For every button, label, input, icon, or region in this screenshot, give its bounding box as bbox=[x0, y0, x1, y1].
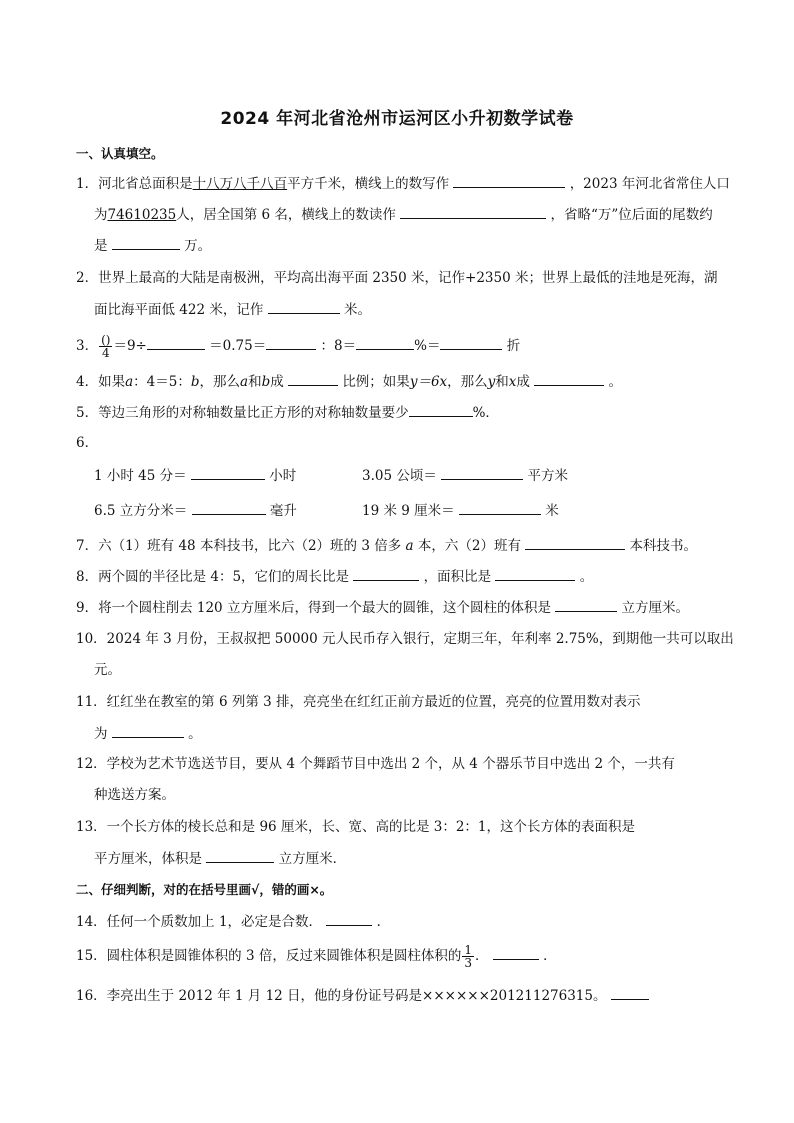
question-2-line-2 bbox=[94, 299, 371, 320]
fraction-numerator: () bbox=[101, 333, 111, 347]
question-13-line-2 bbox=[94, 848, 346, 869]
q1-text: ，2023 年河北省常住人口 bbox=[569, 176, 730, 192]
question-1-line-3 bbox=[94, 235, 211, 256]
question-14 bbox=[76, 911, 390, 932]
q2-text: 面比海平面低 422 米，记作 bbox=[94, 302, 264, 318]
q6-text: 小时 bbox=[269, 468, 297, 484]
q15-text: 15．圆柱体积是圆锥体积的 3 倍，反过来圆锥体积是圆柱体积的 bbox=[76, 948, 462, 964]
variable: b bbox=[190, 374, 200, 390]
q6-text: 3.05 公顷＝ bbox=[362, 468, 437, 484]
q14-text: 14．任何一个质数加上 1，必定是合数． bbox=[76, 914, 323, 930]
answer-blank[interactable] bbox=[534, 371, 604, 386]
question-6-item-2 bbox=[362, 465, 568, 486]
q1-text: 1．河北省总面积是 bbox=[76, 176, 193, 192]
q1-text: 平方千米，横线上的数写作 bbox=[287, 176, 450, 192]
variable: a bbox=[240, 374, 249, 390]
answer-blank[interactable] bbox=[409, 402, 473, 417]
q3-number: 3． bbox=[76, 338, 99, 354]
answer-blank[interactable] bbox=[400, 204, 546, 219]
q15-text: ． bbox=[475, 948, 489, 964]
question-1-line-1 bbox=[76, 173, 730, 194]
q4-text: 。 bbox=[608, 374, 623, 390]
equation: y＝6x bbox=[409, 374, 448, 390]
q7-text: 本科技书。 bbox=[629, 538, 698, 554]
variable: b bbox=[261, 374, 271, 390]
q16-text: 16．李亮出生于 2012 年 1 月 12 日，他的身份证号码是××××××201211276315。 bbox=[76, 988, 607, 1004]
variable: y bbox=[487, 374, 496, 390]
question-2-line-1: 2．世界上最高的大陆是南极洲，平均高出海平面 2350 米，记作+2350 米；世界上最低的洼地是死海，湖 bbox=[76, 270, 718, 286]
question-12-line-2: 种选送方案。 bbox=[94, 787, 175, 803]
question-6-number: 6． bbox=[76, 435, 99, 451]
q4-text: 成 bbox=[516, 374, 530, 390]
question-15 bbox=[76, 944, 557, 969]
q6-text: 平方米 bbox=[527, 468, 568, 484]
q11-text: 为 bbox=[94, 726, 108, 742]
q6-text: 6.5 立方分米＝ bbox=[94, 503, 188, 519]
q7-text: 本，六（2）班有 bbox=[417, 538, 521, 554]
q3-text: ＝0.75＝ bbox=[209, 338, 267, 354]
q11-text: 。 bbox=[188, 726, 202, 742]
q9-text: 立方厘米。 bbox=[621, 600, 690, 616]
q3-text: 折 bbox=[506, 338, 521, 354]
variable: a bbox=[125, 374, 134, 390]
question-4 bbox=[76, 371, 622, 392]
q6-text: 毫升 bbox=[269, 503, 297, 519]
question-3 bbox=[76, 334, 520, 359]
q1-text: 为 bbox=[94, 207, 108, 223]
fraction-denominator: 4 bbox=[101, 346, 110, 360]
answer-blank[interactable] bbox=[268, 299, 340, 314]
q4-text: 4．如果 bbox=[76, 374, 126, 390]
answer-blank[interactable] bbox=[192, 500, 266, 515]
q4-text: 比例；如果 bbox=[342, 374, 410, 390]
q1-text: ，省略“万”位后面的尾数约 bbox=[550, 207, 713, 223]
q4-text: 和 bbox=[248, 374, 262, 390]
answer-blank[interactable] bbox=[459, 500, 541, 515]
q1-underlined-number: 74610235 bbox=[107, 207, 177, 223]
answer-blank[interactable] bbox=[112, 235, 180, 250]
question-9 bbox=[76, 597, 689, 618]
question-6-item-3 bbox=[94, 500, 297, 521]
q9-text: 9．将一个圆柱削去 120 立方厘米后，得到一个最大的圆锥，这个圆柱的体积是 bbox=[76, 600, 551, 616]
answer-blank[interactable] bbox=[441, 465, 523, 480]
q4-text: 和 bbox=[495, 374, 509, 390]
answer-blank[interactable] bbox=[147, 335, 205, 350]
q8-text: ，面积比是 bbox=[423, 569, 492, 585]
answer-blank[interactable] bbox=[525, 535, 625, 550]
q2-text: 米。 bbox=[343, 302, 371, 318]
question-8 bbox=[76, 566, 593, 587]
question-13-line-1: 13．一个长方体的棱长总和是 96 厘米，长、宽、高的比是 3：2：1，这个长方体的表面积是 bbox=[76, 819, 635, 835]
q5-text: %． bbox=[472, 405, 499, 421]
answer-blank[interactable] bbox=[555, 597, 617, 612]
q1-text: 万。 bbox=[184, 238, 212, 254]
answer-blank[interactable] bbox=[353, 566, 419, 581]
q6-text: 19 米 9 厘米＝ bbox=[362, 503, 455, 519]
answer-blank[interactable] bbox=[453, 173, 565, 188]
q8-text: 。 bbox=[579, 569, 594, 585]
question-6-item-4 bbox=[362, 500, 559, 521]
answer-blank[interactable] bbox=[493, 945, 539, 960]
fraction-denominator: 3 bbox=[464, 956, 472, 970]
q3-text: %＝ bbox=[414, 338, 441, 354]
q14-text: ． bbox=[376, 914, 391, 930]
section-2-heading: 二、仔细判断，对的在括号里画√，错的画×。 bbox=[76, 882, 333, 897]
page-title: 2024 年河北省沧州市运河区小升初数学试卷 bbox=[220, 109, 574, 129]
answer-blank[interactable] bbox=[206, 848, 274, 863]
answer-blank[interactable] bbox=[356, 335, 414, 350]
q13-text: 平方厘米，体积是 bbox=[94, 851, 202, 867]
fraction-numerator: 1 bbox=[464, 943, 472, 957]
q1-text: 人，居全国第 6 名，横线上的数读作 bbox=[176, 207, 396, 223]
q15-text: ． bbox=[543, 948, 557, 964]
question-16 bbox=[76, 985, 649, 1006]
question-10-line-2: 元。 bbox=[94, 662, 121, 678]
q6-text: 米 bbox=[545, 503, 559, 519]
variable: x bbox=[508, 374, 517, 390]
q4-text: 成 bbox=[270, 374, 284, 390]
question-7 bbox=[76, 535, 697, 556]
fraction bbox=[462, 944, 474, 969]
question-10-line-1: 10．2024 年 3 月份，王叔叔把 50000 元人民币存入银行，定期三年，年利率 2.75%，到期他一共可以取出 bbox=[76, 631, 734, 647]
variable: a bbox=[405, 538, 414, 554]
answer-blank[interactable] bbox=[288, 371, 338, 386]
q4-text: ：4＝5： bbox=[133, 374, 191, 390]
question-11-line-1: 11．红红坐在教室的第 6 列第 3 排，亮亮坐在红红正前方最近的位置，亮亮的位置用数对表示 bbox=[76, 694, 641, 710]
q3-text: ：8＝ bbox=[320, 338, 357, 354]
q13-text: 立方厘米． bbox=[278, 851, 347, 867]
answer-blank[interactable] bbox=[326, 911, 372, 926]
question-11-line-2 bbox=[94, 723, 202, 744]
section-1-heading: 一、认真填空。 bbox=[76, 146, 164, 161]
answer-blank[interactable] bbox=[611, 985, 649, 1000]
q4-text: ，那么 bbox=[199, 374, 240, 390]
answer-blank[interactable] bbox=[495, 566, 575, 581]
answer-blank[interactable] bbox=[440, 335, 502, 350]
q7-text: 7．六（1）班有 48 本科技书，比六（2）班的 3 倍多 bbox=[76, 538, 402, 554]
q4-text: ，那么 bbox=[447, 374, 488, 390]
q5-text: 5．等边三角形的对称轴数量比正方形的对称轴数量要少 bbox=[76, 405, 409, 421]
answer-blank[interactable] bbox=[191, 465, 265, 480]
q1-underlined-number: 十八万八千八百 bbox=[192, 176, 288, 192]
question-1-line-2 bbox=[94, 204, 713, 225]
q8-text: 8．两个圆的半径比是 4：5，它们的周长比是 bbox=[76, 569, 350, 585]
question-5 bbox=[76, 402, 499, 423]
answer-blank[interactable] bbox=[112, 723, 184, 738]
answer-blank[interactable] bbox=[266, 335, 316, 350]
q6-text: 1 小时 45 分＝ bbox=[94, 468, 187, 484]
q1-text: 是 bbox=[94, 238, 108, 254]
fraction bbox=[99, 334, 112, 359]
q3-text: ＝9÷ bbox=[113, 338, 147, 354]
question-12-line-1: 12．学校为艺术节选送节目，要从 4 个舞蹈节目中选出 2 个，从 4 个器乐节目中选出 2 个，一共有 bbox=[76, 756, 675, 772]
question-6-item-1 bbox=[94, 465, 296, 486]
